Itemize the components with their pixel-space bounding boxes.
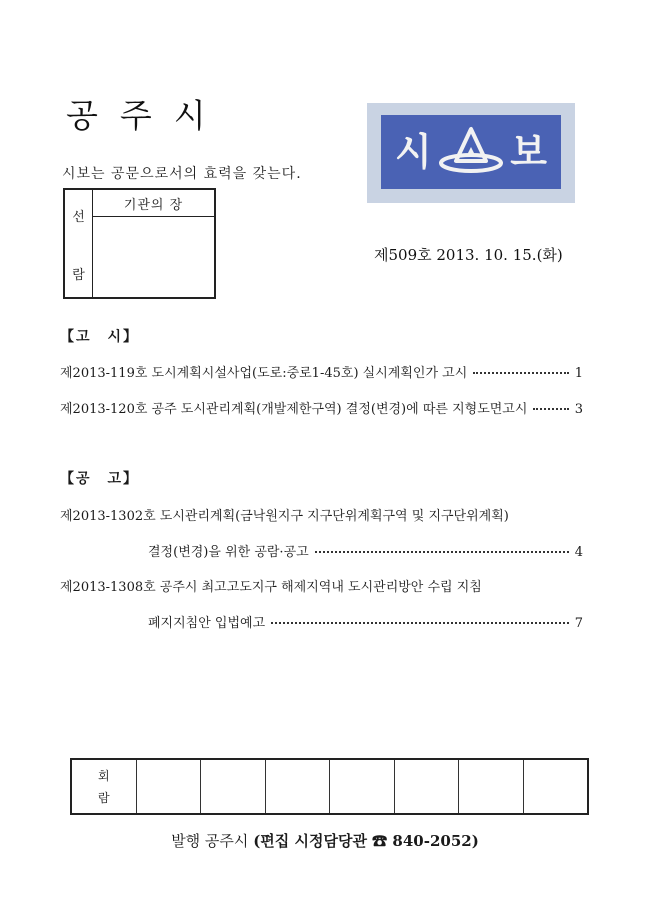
circulation-sign-cell [459,760,524,813]
dot-leader [533,408,568,410]
approval-side-bottom: 람 [72,268,85,283]
section-title-gosi: 【고 시】 [60,329,140,345]
logo-panel [381,115,561,189]
approval-header: 기관의 장 [93,190,214,217]
circulation-sign-cell [137,760,202,813]
sibo-logo [367,103,575,203]
telephone-icon: ☎ [372,832,388,850]
toc-entry[interactable] [60,362,583,381]
toc-entry-text: 제2013-1302호 도시관리계획(금낙원지구 지구단위계획구역 및 지구단위계획) [60,509,509,524]
circulation-sign-cell [395,760,460,813]
toc-entry-text: 폐지지침안 입법예고 [148,616,266,631]
toc-entry-text: 제2013-119호 도시계획시설사업(도로:중로1-45호) 실시계획인가 고시 [60,366,468,381]
approval-signature-area [93,217,214,297]
approval-side-label [65,190,93,297]
logo-char-bo: 보 [510,130,547,174]
approval-side-top: 선 [72,210,85,225]
toc-entry-text: 제2013-120호 공주 도시관리계획(개발제한구역) 결정(변경)에 따른 지형도면고시 [60,402,528,417]
dot-leader [473,372,568,374]
toc-entry-text: 결정(변경)을 위한 공람·공고 [148,545,309,560]
dot-leader [315,551,569,553]
logo-char-si: 시 [395,130,432,174]
section-title-gonggo: 【공 고】 [60,471,140,487]
circulation-sign-cell [330,760,395,813]
circulation-sign-cell [201,760,266,813]
mountain-ripple-emblem-icon [438,125,504,179]
circulation-sign-cell [524,760,588,813]
legal-notice: 시보는 공문으로서의 효력을 갖는다. [62,166,302,182]
toc-entry[interactable] [60,576,482,595]
approval-main [93,190,214,297]
circulation-label [72,760,137,813]
circulation-sign-cell [266,760,331,813]
toc-entry-text: 제2013-1308호 공주시 최고고도지구 해제지역내 도시관리방안 수립 지침 [60,580,482,595]
dot-leader [271,622,569,624]
toc-page-number: 1 [574,366,583,381]
toc-entry[interactable] [60,505,509,524]
city-name-title: 공주시 [66,96,228,135]
issue-number-date: 제509호 2013. 10. 15.(화) [374,246,563,264]
phone-number: 840-2052) [387,832,479,850]
circulation-box [70,758,589,815]
toc-page-number: 3 [574,402,583,417]
circulation-label-top: 회 [97,768,110,783]
toc-page-number: 7 [574,616,583,631]
toc-page-number: 4 [574,545,583,560]
approval-box [63,188,216,299]
toc-entry[interactable] [60,398,583,417]
toc-entry-continuation[interactable] [148,612,583,631]
toc-entry-continuation[interactable] [148,541,583,560]
circulation-label-bottom: 람 [97,790,110,805]
editor-info: (편집 시정담당관 [253,832,373,850]
publisher-prefix: 발행 공주시 [171,832,254,850]
publisher-footer [0,830,650,851]
